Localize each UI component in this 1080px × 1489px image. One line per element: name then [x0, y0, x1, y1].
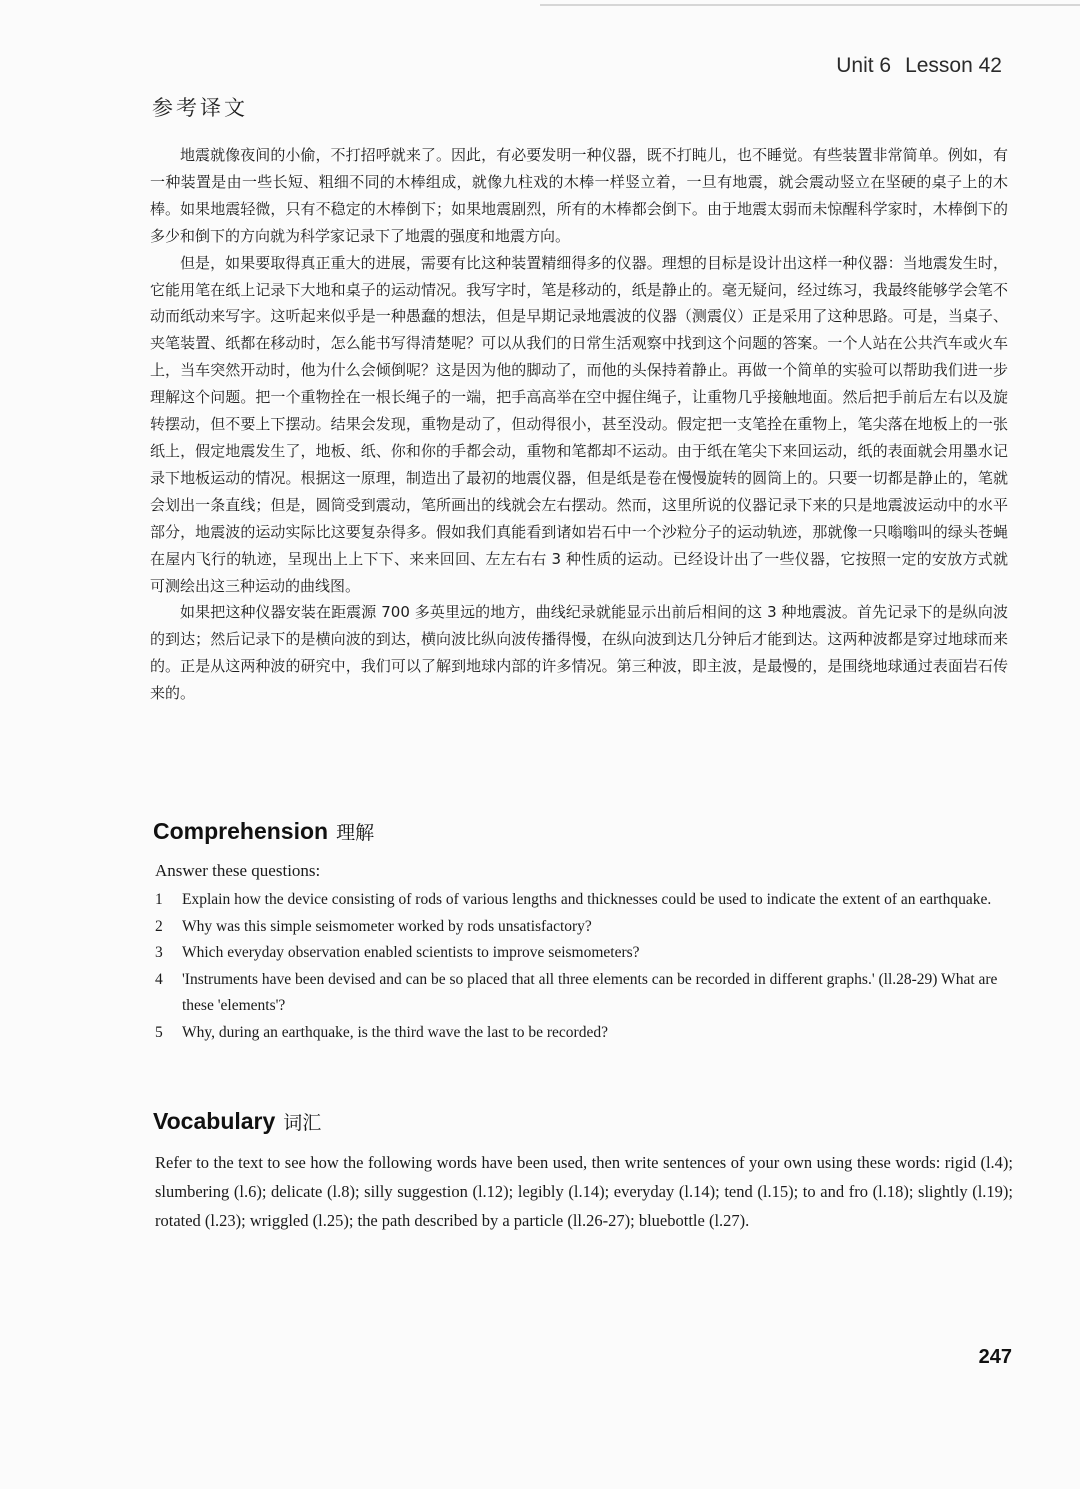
question-item	[155, 940, 1015, 967]
translation-paragraph: 地震就像夜间的小偷，不打招呼就来了。因此，有必要发明一种仪器，既不打盹儿，也不睡觉。有些装置非常简单。例如，有一种装置是由一些长短、粗细不同的木棒组成，就像九柱戏的木棒一样竖立着，一旦有地震，就会震动竖立在坚硬的桌子上的木棒。如果地震轻微，只有不稳定的木棒倒下；如果地震剧烈，所有的木棒都会倒下。由于地震太弱而未惊醒科学家时，木棒倒下的多少和倒下的方向就为科学家记录下了地震的强度和地震方向。	[150, 146, 1008, 245]
question-text: Explain how the device consisting of rods of various lengths and thicknesses could be used to indicate the extent of an earthquake.	[182, 891, 992, 908]
vocabulary-heading-cn: 词汇	[283, 1112, 322, 1134]
vocabulary-text: Refer to the text to see how the following words have been used, then write sentences of your own using these words: rigid (l.4); slumbering (l.6); delicate (l.8); silly suggestion (l.12); legibly (l.14); everyday (l.14); tend (l.15); to and fro (l.18); slightly (l.19); rotated (l.23); wriggled (l.25); the path described by a particle (ll.26-27); bluebottle (l.27).	[155, 1153, 1013, 1230]
question-item	[155, 914, 1015, 941]
translation-title: 参考译文	[152, 96, 248, 120]
top-divider	[540, 4, 1080, 6]
page-number: 247	[978, 1346, 1012, 1368]
vocabulary-heading-en: Vocabulary	[153, 1108, 276, 1134]
translation-body	[150, 142, 1008, 707]
lesson-label: Lesson 42	[905, 54, 1002, 77]
translation-paragraph: 如果把这种仪器安装在距震源 700 多英里远的地方，曲线纪录就能显示出前后相间的这 3 种地震波。首先记录下的是纵向波的到达；然后记录下的是横向波的到达，横向波比纵向波传播得慢，在纵向波到达几分钟后才能到达。这两种波都是穿过地球而来的。正是从这两种波的研究中，我们可以了解到地球内部的许多情况。第三种波，即主波，是最慢的，是围绕地球通过表面岩石传来的。	[150, 603, 1008, 703]
question-number: 3	[155, 944, 163, 961]
comprehension-heading-cn: 理解	[336, 822, 375, 844]
question-text: 'Instruments have been devised and can be so placed that all three elements can be recorded in different graphs.' (ll.28-29) What are these 'elements'?	[182, 970, 998, 1014]
unit-label: Unit 6	[836, 54, 892, 77]
translation-paragraph: 但是，如果要取得真正重大的进展，需要有比这种装置精细得多的仪器。理想的目标是设计出这样一种仪器：当地震发生时，它能用笔在纸上记录下大地和桌子的运动情况。我写字时，笔是移动的，纸是静止的。毫无疑问，经过练习，我最终能够学会笔不动而纸动来写字。这听起来似乎是一种愚蠢的想法，但是早期记录地震波的仪器（测震仪）正是采用了这种思路。可是，当桌子、夹笔装置、纸都在移动时，怎么能书写得清楚呢？可以从我们的日常生活观察中找到这个问题的答案。一个人站在公共汽车或火车上，当车突然开动时，他为什么会倾倒呢？这是因为他的脚动了，而他的头保持着静止。再做一个简单的实验可以帮助我们进一步理解这个问题。把一个重物拴在一根长绳子的一端，把手高高举在空中握住绳子，让重物几乎接触地面。然后把手前后左右以及旋转摆动，但不要上下摆动。结果会发现，重物是动了，但动得很小，甚至没动。假定把一支笔拴在重物上，笔尖落在地板上的一张纸上，假定地震发生了，地板、纸、你和你的手都会动，重物和笔都却不运动。由于纸在笔尖下来回运动，纸的表面就会用墨水记录下地板运动的情况。根据这一原理，制造出了最初的地震仪器，但是纸是卷在慢慢旋转的圆筒上的。只要一切都是静止的，笔就会划出一条直线；但是，圆筒受到震动，笔所画出的线就会左右摆动。然而，这里所说的仪器记录下来的只是地震波运动中的水平部分，地震波的运动实际比这要复杂得多。假如我们真能看到诸如岩石中一个沙粒分子的运动轨迹，那就像一只嗡嗡叫的绿头苍蝇在屋内飞行的轨迹，呈现出上上下下、来来回回、左左右右 3 种性质的运动。已经设计出了一些仪器，它按照一定的安放方式就可测绘出这三种运动的曲线图。	[150, 253, 1008, 595]
question-text: Which everyday observation enabled scientists to improve seismometers?	[182, 944, 640, 961]
question-text: Why, during an earthquake, is the third wave the last to be recorded?	[182, 1023, 608, 1041]
question-item	[155, 967, 1015, 1020]
question-text: Why was this simple seismometer worked by rods unsatisfactory?	[182, 917, 592, 935]
vocabulary-heading	[153, 1108, 321, 1135]
comprehension-heading	[153, 818, 374, 845]
page-header	[836, 54, 1002, 78]
question-item	[155, 887, 1015, 914]
comprehension-intro: Answer these questions:	[155, 861, 321, 880]
question-item	[155, 1020, 1015, 1047]
question-list	[155, 887, 1015, 1046]
question-number: 5	[155, 1023, 163, 1041]
comprehension-heading-en: Comprehension	[153, 818, 329, 844]
question-number: 4	[155, 970, 163, 988]
question-number: 1	[155, 891, 163, 908]
question-number: 2	[155, 917, 163, 935]
